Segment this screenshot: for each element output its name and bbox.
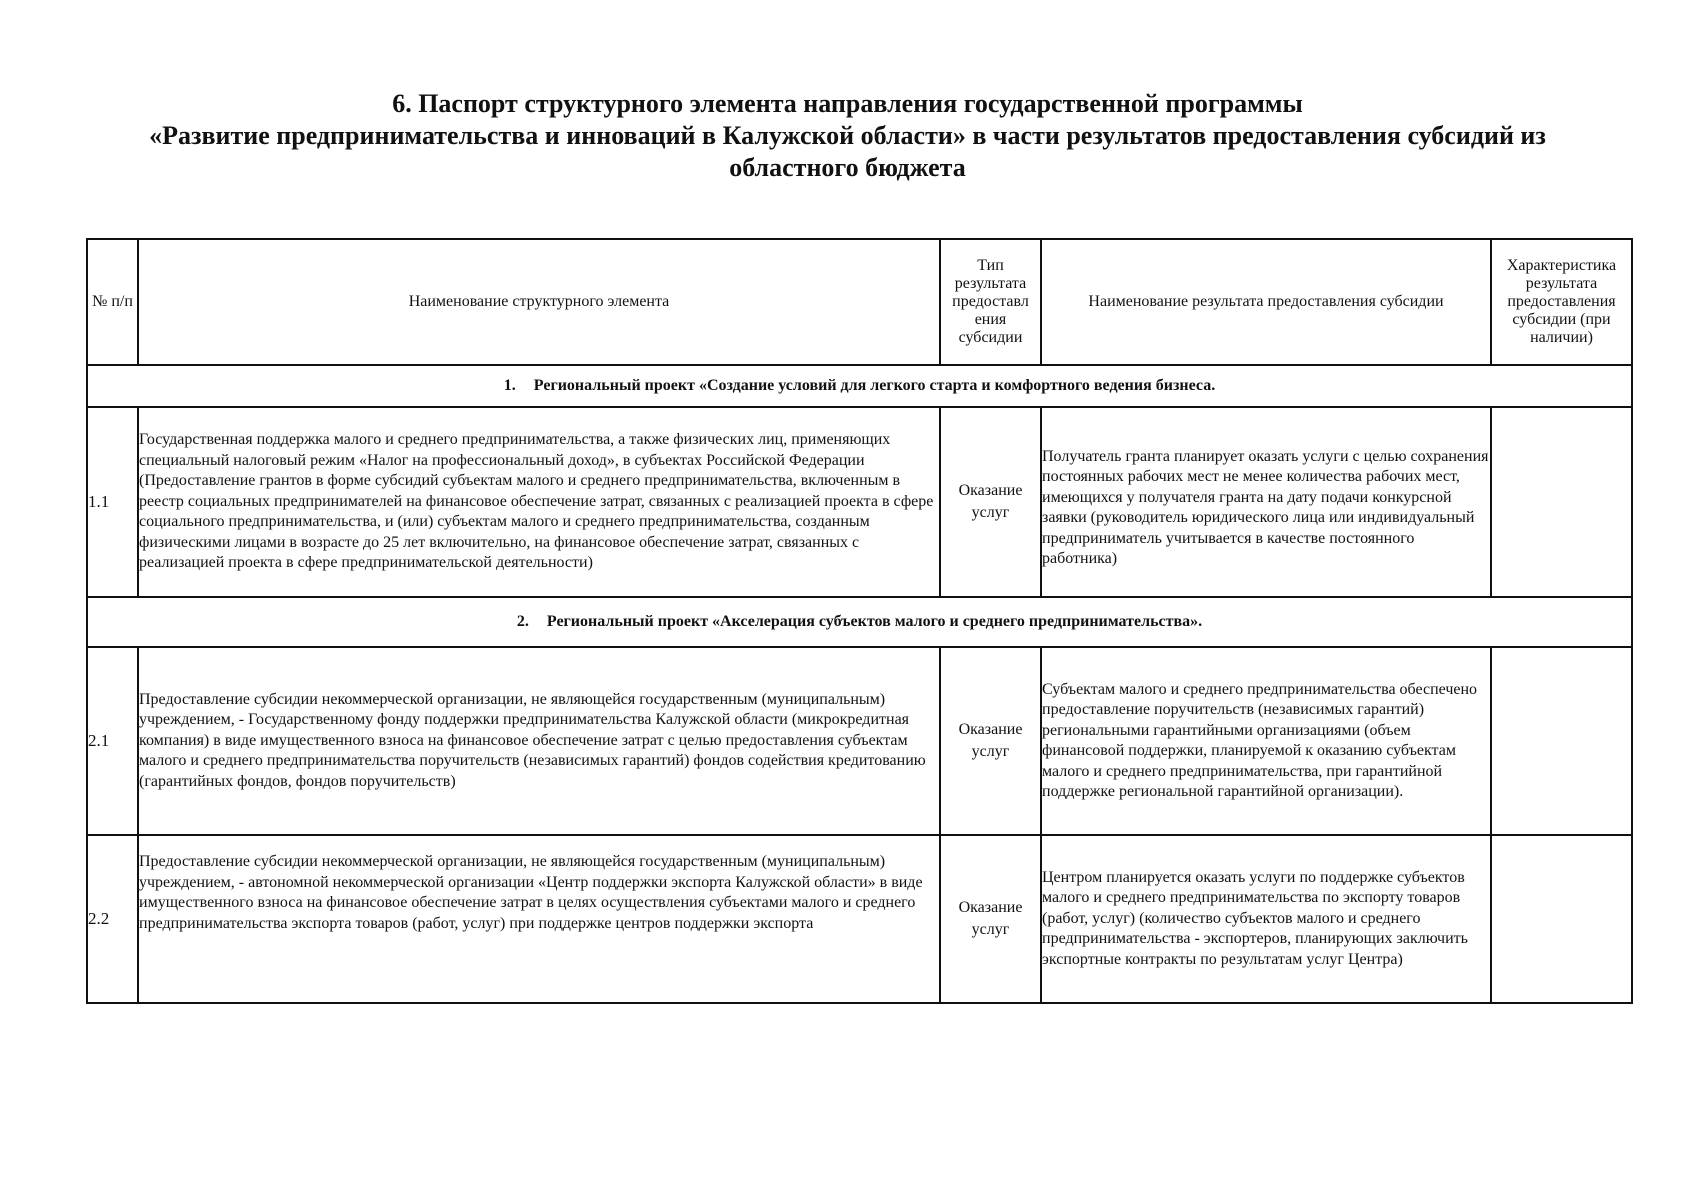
section-title: Региональный проект «Создание условий для легкого старта и комфортного ведения бизнеса.: [533, 376, 1216, 394]
row-name: Предоставление субсидии некоммерческой организации, не являющейся государственным (муниципальным) учреждением, - автономной некоммерческой организации «Центр поддержки экспорта Калужской области» в виде имущественного взноса на финансовое обеспечение затрат в целях осуществления субъектами малого и среднего предпринимательства экспорта товаров (работ, услуг) при поддержке центров поддержки экспорта: [138, 835, 940, 1003]
section-1-title: [87, 365, 1632, 407]
passport-table: [86, 238, 1633, 1004]
table-row: [87, 835, 1632, 1003]
row-result: Центром планируется оказать услуги по поддержке субъектов малого и среднего предпринимательства по экспорту товаров (работ, услуг) (количество субъектов малого и среднего предпринимательства - экспортеров, планирующих заключить экспортные контракты по результатам услуг Центра): [1041, 835, 1491, 1003]
row-characteristic: [1491, 407, 1632, 597]
row-name: Предоставление субсидии некоммерческой организации, не являющейся государственным (муниципальным) учреждением, - Государственному фонду поддержки предпринимательства Калужской области (микрокредитная компания) в виде имущественного взноса на финансовое обеспечение затрат с целью предоставления субъектам малого и среднего предпринимательства поручительств (независимых гарантий) фондов содействия кредитованию (гарантийных фондов, фондов поручительств): [138, 647, 940, 835]
row-result: Получатель гранта планирует оказать услуги с целью сохранения постоянных рабочих мест не менее количества рабочих мест, имеющихся у получателя гранта на дату подачи конкурсной заявки (руководитель юридического лица или индивидуальный предприниматель учитывается в качестве постоянного работника): [1041, 407, 1491, 597]
row-characteristic: [1491, 647, 1632, 835]
section-row: [87, 597, 1632, 647]
row-type: Оказание услуг: [940, 835, 1041, 1003]
header-characteristic: Характеристика результата предоставления субсидии (при наличии): [1491, 239, 1632, 365]
section-title: Региональный проект «Акселерация субъектов малого и среднего предпринимательства».: [546, 612, 1203, 630]
title-line-1: 6. Паспорт структурного элемента направления государственной программы: [392, 89, 1303, 118]
section-row: [87, 365, 1632, 407]
document-title: [100, 88, 1595, 184]
table-row: [87, 407, 1632, 597]
row-name: Государственная поддержка малого и среднего предпринимательства, а также физических лиц, применяющих специальный налоговый режим «Налог на профессиональный доход», в субъектах Российской Федерации (Предоставление грантов в форме субсидий субъектам малого и среднего предпринимательства, включенным в реестр социальных предпринимателей на финансовое обеспечение затрат, связанных с реализацией проекта в сфере социального предпринимательства, и (или) субъектам малого и среднего предпринимательства, созданным физическими лицами в возрасте до 25 лет включительно, на финансовое обеспечение затрат, связанных с реализацией проекта в сфере предпринимательской деятельности): [138, 407, 940, 597]
row-num: 2.1: [87, 647, 138, 835]
header-result: Наименование результата предоставления субсидии: [1041, 239, 1491, 365]
row-type: Оказание услуг: [940, 407, 1041, 597]
row-num: 1.1: [87, 407, 138, 597]
row-result: Субъектам малого и среднего предпринимательства обеспечено предоставление поручительств (независимых гарантий) региональными гарантийными организациями (объем финансовой поддержки, планируемой к оказанию субъектам малого и среднего предпринимательства, при гарантийной поддержке региональной гарантийной организации).: [1041, 647, 1491, 835]
table-row: [87, 647, 1632, 835]
title-line-2: «Развитие предпринимательства и инноваций в Калужской области» в части результатов предоставления субсидий из: [149, 121, 1546, 150]
row-num: 2.2: [87, 835, 138, 1003]
section-2-title: [87, 597, 1632, 647]
title-line-3: областного бюджета: [729, 153, 966, 182]
header-num: № п/п: [87, 239, 138, 365]
section-number: 1.: [503, 376, 516, 394]
table-header-row: [87, 239, 1632, 365]
section-number: 2.: [516, 612, 529, 630]
header-type: Тип результата предоставл ения субсидии: [940, 239, 1041, 365]
header-name: Наименование структурного элемента: [138, 239, 940, 365]
row-type: Оказание услуг: [940, 647, 1041, 835]
row-characteristic: [1491, 835, 1632, 1003]
